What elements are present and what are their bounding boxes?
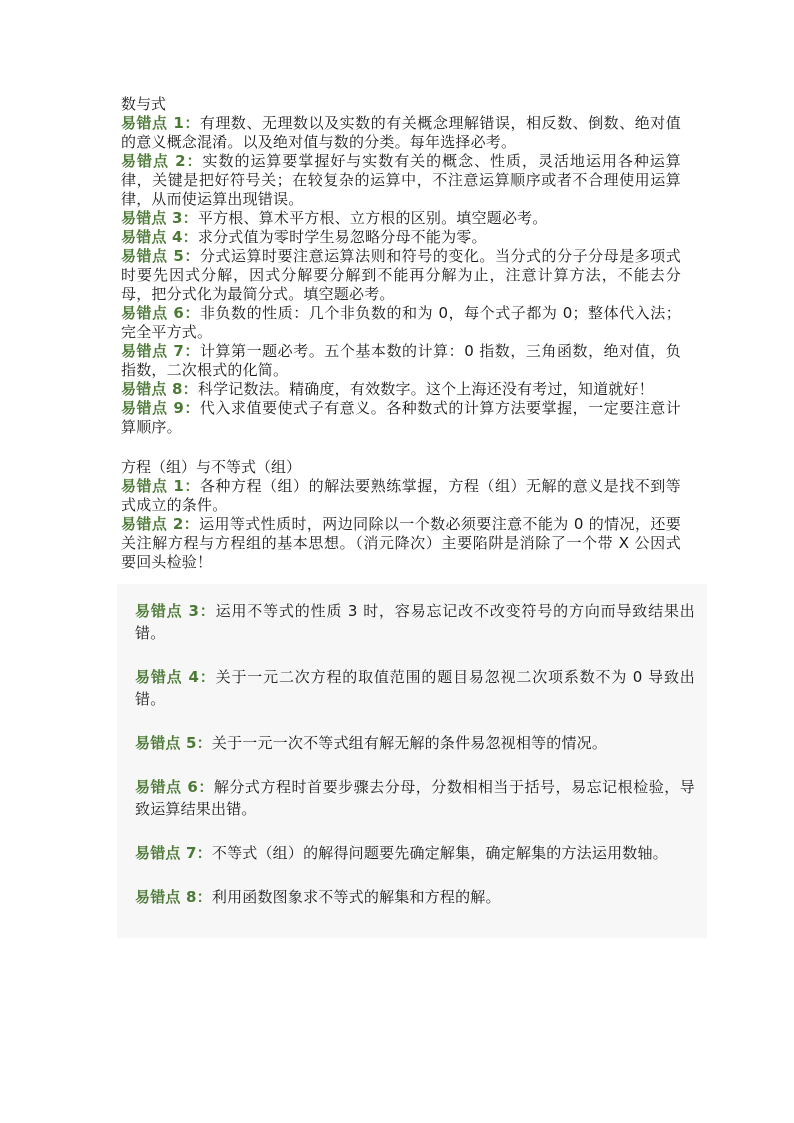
item-label: 易错点 4：	[121, 228, 198, 246]
item-text: 实数的运算要掌握好与实数有关的概念、性质，灵活地运用各种运算律，关键是把好符号关；在较复杂的运算中，不注意运算顺序或者不合理使用运算律，从而使运算出现错误。	[121, 152, 681, 208]
item-label: 易错点 5：	[121, 247, 200, 265]
list-item	[135, 732, 695, 754]
list-item	[121, 380, 681, 399]
shaded-notes-box	[117, 584, 707, 938]
list-item	[135, 842, 695, 864]
item-text: 代入求值要使式子有意义。各种数式的计算方法要掌握，一定要注意计算顺序。	[121, 399, 681, 436]
list-item	[121, 304, 681, 342]
list-item	[135, 886, 695, 908]
item-text: 平方根、算术平方根、立方根的区别。填空题必考。	[197, 209, 548, 227]
list-item	[121, 152, 681, 209]
item-label: 易错点 1：	[121, 477, 200, 495]
item-label: 易错点 3：	[135, 602, 216, 620]
list-item	[135, 776, 695, 820]
item-text: 运用不等式的性质 3 时，容易忘记改不改变符号的方向而导致结果出错。	[135, 602, 695, 642]
item-text: 有理数、无理数以及实数的有关概念理解错误，相反数、倒数、绝对值的意义概念混淆。以及绝对值与数的分类。每年选择必考。	[121, 114, 681, 151]
list-item	[121, 209, 681, 228]
item-text: 关于一元二次方程的取值范围的题目易忽视二次项系数不为 0 导致出错。	[135, 668, 695, 708]
section-title-numbers-expressions: 数与式	[121, 95, 167, 113]
list-item	[121, 247, 681, 304]
item-label: 易错点 7：	[135, 844, 212, 862]
list-item	[121, 477, 681, 515]
section-numbers-expressions	[121, 114, 681, 437]
item-text: 各种方程（组）的解法要熟练掌握，方程（组）无解的意义是找不到等式成立的条件。	[121, 477, 681, 514]
item-label: 易错点 4：	[135, 668, 216, 686]
item-label: 易错点 5：	[135, 734, 212, 752]
item-text: 不等式（组）的解得问题要先确定解集，确定解集的方法运用数轴。	[211, 844, 668, 862]
section-title-equations-inequalities: 方程（组）与不等式（组）	[121, 458, 302, 476]
item-text: 非负数的性质：几个非负数的和为 0，每个式子都为 0；整体代入法；完全平方式。	[121, 304, 681, 341]
list-item	[121, 114, 681, 152]
list-item	[121, 515, 681, 572]
item-label: 易错点 6：	[121, 304, 200, 322]
item-label: 易错点 2：	[121, 515, 200, 533]
item-label: 易错点 8：	[135, 888, 212, 906]
item-text: 求分式值为零时学生易忽略分母不能为零。	[197, 228, 487, 246]
item-text: 解分式方程时首要步骤去分母，分数相相当于括号，易忘记根检验，导致运算结果出错。	[135, 778, 695, 818]
item-text: 关于一元一次不等式组有解无解的条件易忽视相等的情况。	[211, 734, 608, 752]
list-item	[135, 600, 695, 644]
item-text: 运用等式性质时，两边同除以一个数必须要注意不能为 0 的情况，还要关注解方程与方程组的基本思想。（消元降次）主要陷阱是消除了一个带 X 公因式要回头检验！	[121, 515, 681, 571]
item-label: 易错点 9：	[121, 399, 200, 417]
list-item	[121, 399, 681, 437]
list-item	[121, 228, 681, 247]
item-label: 易错点 1：	[121, 114, 200, 132]
list-item	[135, 666, 695, 710]
item-text: 计算第一题必考。五个基本数的计算：0 指数，三角函数，绝对值，负指数，二次根式的化简。	[121, 342, 681, 379]
document-content	[121, 94, 695, 938]
item-label: 易错点 3：	[121, 209, 198, 227]
item-label: 易错点 2：	[121, 152, 203, 170]
item-text: 分式运算时要注意运算法则和符号的变化。当分式的分子分母是多项式时要先因式分解，因式分解要分解到不能再分解为止，注意计算方法，不能去分母，把分式化为最简分式。填空题必考。	[121, 247, 681, 303]
item-label: 易错点 7：	[121, 342, 200, 360]
section-equations-inequalities	[121, 477, 695, 938]
list-item	[121, 342, 681, 380]
item-text: 科学记数法。精确度，有效数字。这个上海还没有考过，知道就好！	[197, 380, 654, 398]
item-label: 易错点 6：	[135, 778, 214, 796]
item-label: 易错点 8：	[121, 380, 198, 398]
item-text: 利用函数图象求不等式的解集和方程的解。	[211, 888, 501, 906]
